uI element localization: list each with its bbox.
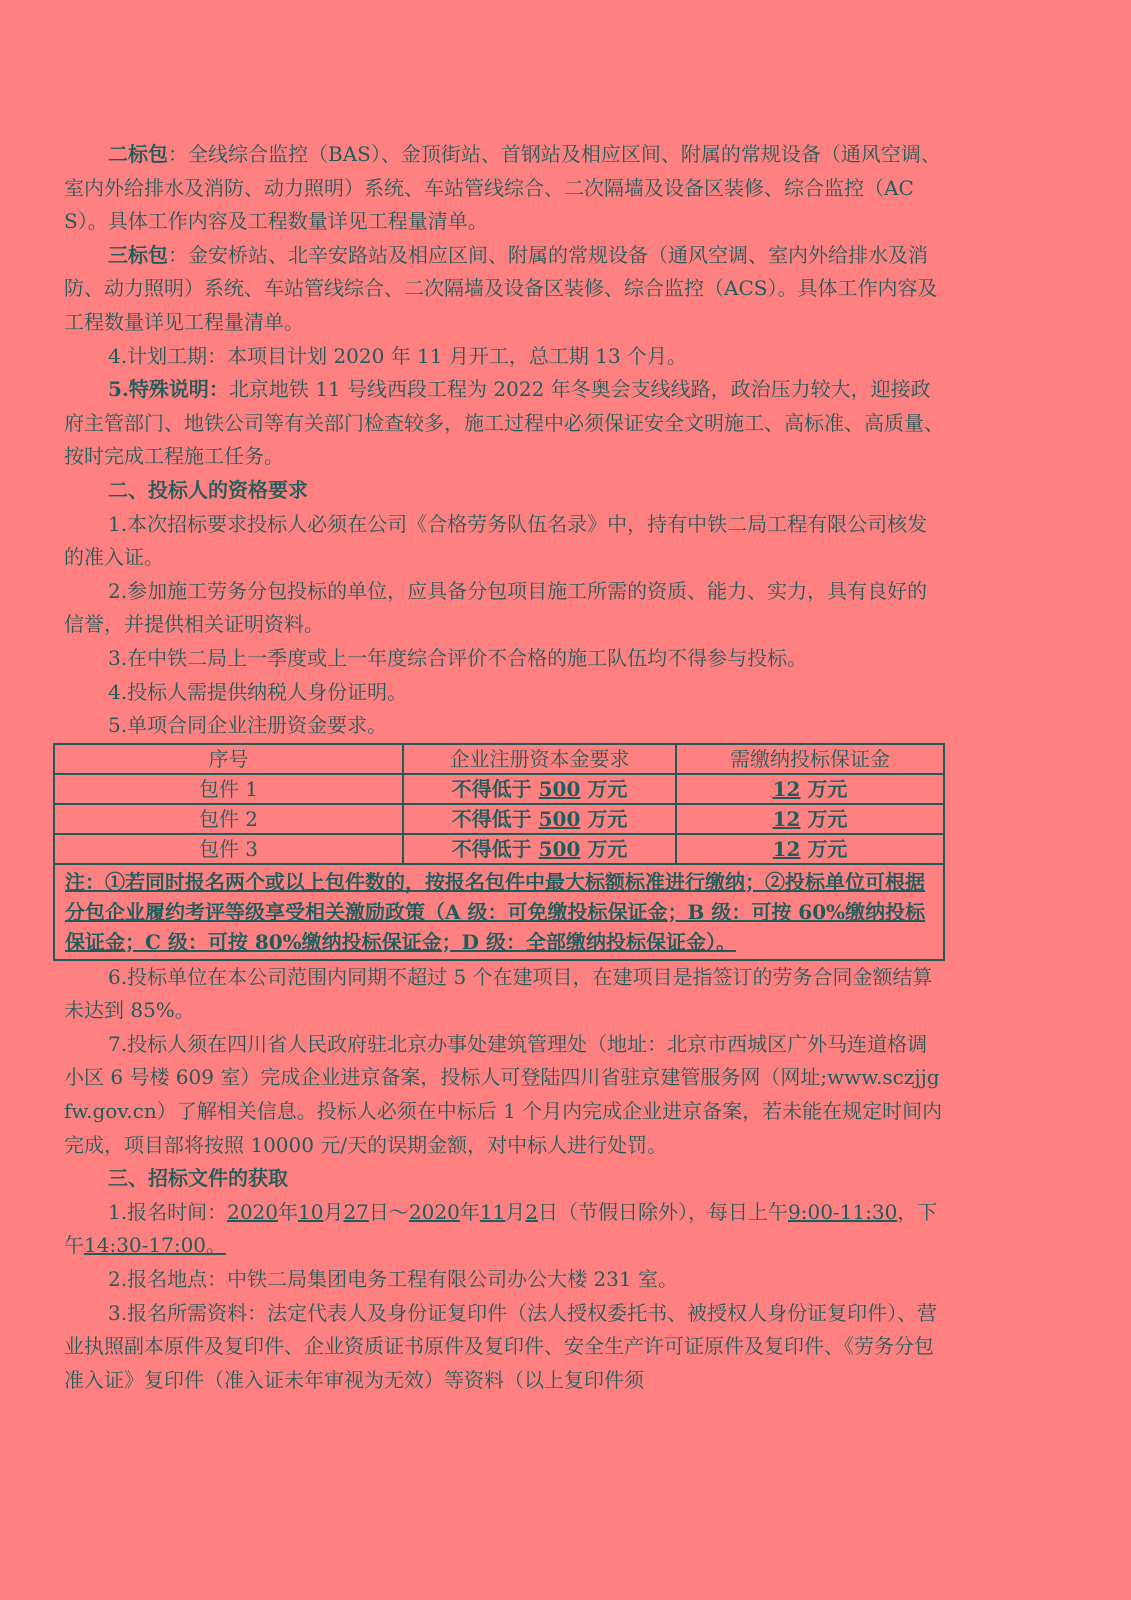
date-text: 日～ bbox=[368, 1199, 409, 1224]
capital-value: 500 bbox=[538, 836, 581, 861]
capital-value: 500 bbox=[538, 776, 581, 801]
package-cell: 包件 1 bbox=[54, 774, 403, 804]
deposit-unit: 万元 bbox=[800, 776, 848, 801]
morning-hours: 9:00-11:30 bbox=[788, 1199, 898, 1224]
capital-cell bbox=[403, 804, 676, 834]
capital-prefix: 不得低于 bbox=[451, 806, 539, 831]
capital-unit: 万元 bbox=[580, 776, 628, 801]
start-year: 2020 bbox=[227, 1199, 278, 1224]
end-year: 2020 bbox=[408, 1199, 460, 1224]
registration-location: 2.报名地点：中铁二局集团电务工程有限公司办公大楼 231 室。 bbox=[108, 1267, 678, 1292]
lot-2-body: ：全线综合监控（BAS）、金顶街站、首钢站及相应区间、附属的常规设备（通风空调、室内外给排水及消防、动力照明）系统、车站管线综合、二次隔墙及设备区装修、综合监控（ACS）。具体工作内容及工程数量详见工程量清单。 bbox=[64, 142, 941, 234]
package-cell: 包件 3 bbox=[54, 834, 403, 864]
date-text: 年 bbox=[278, 1199, 298, 1224]
paragraph-lot-3 bbox=[64, 239, 944, 340]
registration-time-label: 1.报名时间： bbox=[108, 1199, 228, 1224]
table-row bbox=[54, 804, 944, 834]
table-header-cell: 需缴纳投标保证金 bbox=[676, 744, 944, 774]
date-text: ，下午 bbox=[64, 1199, 938, 1258]
qualification-item-5: 5.单项合同企业注册资金要求。 bbox=[108, 713, 388, 738]
deposit-value: 12 bbox=[772, 836, 801, 861]
section-heading-qualifications: 二、投标人的资格要求 bbox=[108, 477, 308, 502]
capital-prefix: 不得低于 bbox=[451, 776, 539, 801]
deposit-value: 12 bbox=[772, 776, 801, 801]
start-month: 10 bbox=[298, 1199, 324, 1224]
lot-3-label: 三标包 bbox=[108, 242, 168, 267]
qualification-item-4: 4.投标人需提供纳税人身份证明。 bbox=[108, 679, 408, 704]
table-row bbox=[54, 774, 944, 804]
deposit-unit: 万元 bbox=[800, 836, 848, 861]
lot-3-body: ：金安桥站、北辛安路站及相应区间、附属的常规设备（通风空调、室内外给排水及消防、动力照明）系统、车站管线综合、二次隔墙及设备区装修、综合监控（ACS）。具体工作内容及工程数量详见工程量清单。 bbox=[64, 242, 938, 334]
registration-materials: 3.报名所需资料：法定代表人及身份证复印件（法人授权委托书、被授权人身份证复印件）、营业执照副本原件及复印件、企业资质证书原件及复印件、安全生产许可证原件及复印件、《劳务分包准入证》复印件（准入证未年审视为无效）等资料（以上复印件须 bbox=[64, 1300, 938, 1392]
section-heading-documents: 三、招标文件的获取 bbox=[108, 1166, 288, 1191]
start-day: 27 bbox=[343, 1199, 369, 1224]
capital-cell bbox=[403, 834, 676, 864]
qualification-item-7: 7.投标人须在四川省人民政府驻北京办事处建筑管理处（地址：北京市西城区广外马连道格调小区 6 号楼 609 室）完成企业进京备案，投标人可登陆四川省驻京建管服务网（网址;www.sczjjgfw.gov.cn）了解相关信息。投标人必须在中标后 1 个月内完成企业进京备案，若未能在规定时间内完成，项目部将按照 10000 元/天的误期金额，对中标人进行处罚。 bbox=[64, 1031, 943, 1157]
capital-prefix: 不得低于 bbox=[451, 836, 539, 861]
paragraph-special-note bbox=[64, 373, 944, 474]
qualification-item-6: 6.投标单位在本公司范围内同期不超过 5 个在建项目，在建项目是指签订的劳务合同金额结算未达到 85%。 bbox=[64, 964, 933, 1023]
lot-2-label: 二标包 bbox=[108, 142, 168, 166]
end-day: 2 bbox=[525, 1199, 538, 1224]
qualification-item-2: 2.参加施工劳务分包投标的单位，应具备分包项目施工所需的资质、能力、实力，具有良好的信誉，并提供相关证明资料。 bbox=[64, 578, 928, 637]
table-header-cell: 企业注册资本金要求 bbox=[403, 744, 676, 774]
date-text: 年 bbox=[459, 1199, 480, 1224]
capital-deposit-table bbox=[53, 743, 945, 961]
deposit-cell bbox=[676, 804, 944, 834]
deposit-cell bbox=[676, 774, 944, 804]
capital-unit: 万元 bbox=[580, 806, 628, 831]
document-page bbox=[64, 138, 944, 1397]
afternoon-hours: 14:30-17:00。 bbox=[84, 1233, 227, 1258]
end-month: 11 bbox=[479, 1199, 506, 1224]
paragraph-lot-2 bbox=[64, 138, 944, 239]
date-text: 月 bbox=[505, 1199, 526, 1224]
capital-value: 500 bbox=[538, 806, 581, 831]
table-note-row bbox=[54, 864, 944, 960]
deposit-value: 12 bbox=[772, 806, 801, 831]
special-note-label: 5.特殊说明： bbox=[108, 377, 229, 402]
table-header-cell: 序号 bbox=[54, 744, 403, 774]
special-note-body: 北京地铁 11 号线西段工程为 2022 年冬奥会支线线路，政治压力较大，迎接政府主管部门、地铁公司等有关部门检查较多，施工过程中必须保证安全文明施工、高标准、高质量、按时完成工程施工任务。 bbox=[64, 377, 944, 469]
table-note: 注：①若同时报名两个或以上包件数的，按报名包件中最大标额标准进行缴纳；②投标单位可根据分包企业履约考评等级享受相关激励政策（A 级：可免缴投标保证金；B 级：可按 60%缴纳投标保证金；C 级：可按 80%缴纳投标保证金；D 级：全部缴纳投标保证金）。 bbox=[54, 864, 944, 960]
capital-unit: 万元 bbox=[580, 836, 628, 861]
package-cell: 包件 2 bbox=[54, 804, 403, 834]
table-header-row bbox=[54, 744, 944, 774]
date-text: 月 bbox=[323, 1199, 344, 1224]
qualification-item-3: 3.在中铁二局上一季度或上一年度综合评价不合格的施工队伍均不得参与投标。 bbox=[108, 645, 808, 670]
paragraph-schedule: 4.计划工期：本项目计划 2020 年 11 月开工，总工期 13 个月。 bbox=[108, 343, 688, 368]
table-row bbox=[54, 834, 944, 864]
capital-cell bbox=[403, 774, 676, 804]
registration-time bbox=[64, 1196, 944, 1263]
deposit-cell bbox=[676, 834, 944, 864]
deposit-unit: 万元 bbox=[800, 806, 848, 831]
date-text: 日（节假日除外），每日上午 bbox=[538, 1199, 788, 1224]
qualification-item-1: 1.本次招标要求投标人必须在公司《合格劳务队伍名录》中，持有中铁二局工程有限公司核发的准入证。 bbox=[64, 511, 928, 570]
